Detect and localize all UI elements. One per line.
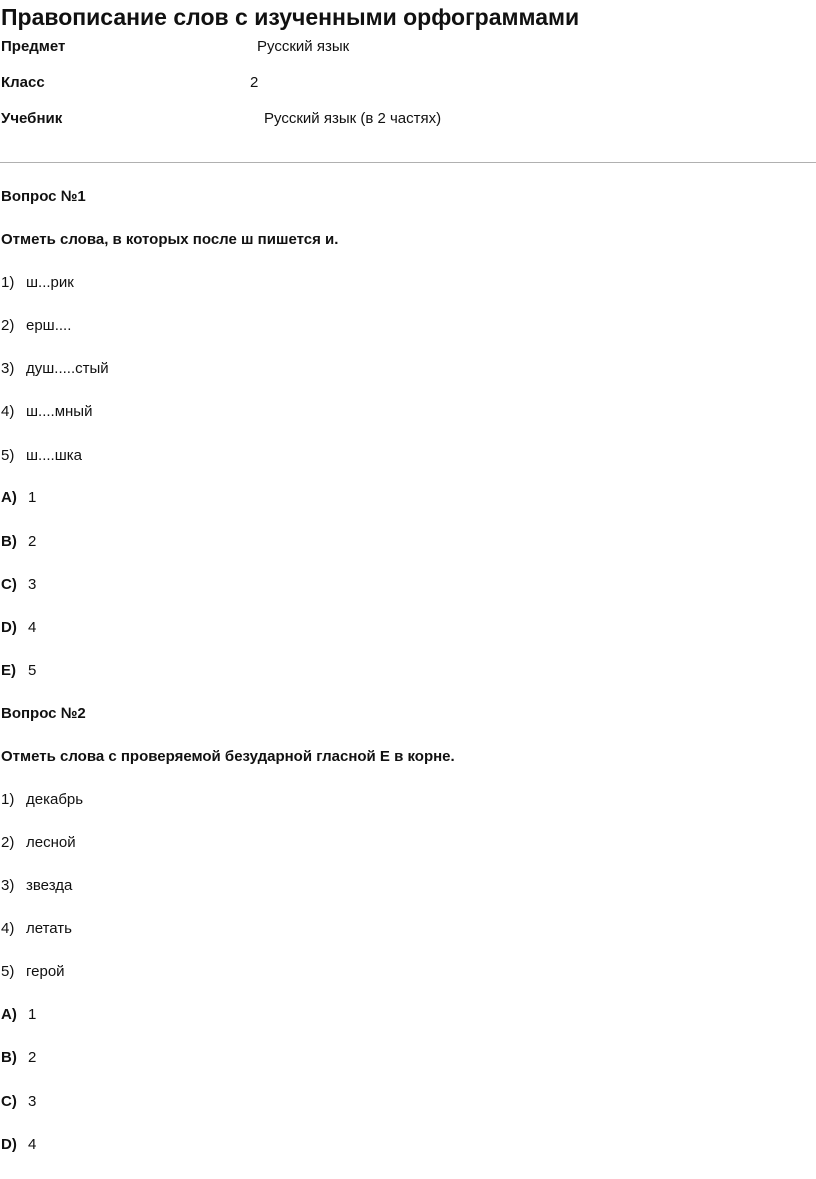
answer-value: 3 [28, 576, 37, 593]
question-text: Отметь слова, в которых после ш пишется и. [1, 231, 339, 248]
option-item [1, 963, 65, 980]
answer-letter: C) [1, 1093, 17, 1110]
option-text: звезда [26, 877, 73, 894]
subject-value: Русский язык [257, 38, 350, 55]
option-number: 3) [1, 877, 15, 894]
option-text: лесной [26, 834, 76, 851]
option-number: 4) [1, 403, 15, 420]
option-number: 1) [1, 791, 15, 808]
section-divider [0, 162, 816, 163]
answer-letter: D) [1, 1136, 17, 1153]
answer-value: 2 [28, 1049, 37, 1066]
answer-choice-e[interactable] [1, 662, 36, 679]
answer-choice-a[interactable] [1, 1006, 36, 1023]
option-text: душ.....стый [26, 360, 109, 377]
answer-letter: A) [1, 1006, 17, 1023]
option-text: ерш.... [26, 317, 72, 334]
option-number: 2) [1, 317, 15, 334]
option-item [1, 920, 72, 937]
option-text: ш...рик [26, 274, 74, 291]
answer-choice-c[interactable] [1, 1093, 36, 1110]
option-number: 5) [1, 447, 15, 464]
option-item [1, 447, 82, 464]
option-item [1, 274, 74, 291]
answer-choice-d[interactable] [1, 619, 36, 636]
grade-label: Класс [1, 74, 45, 91]
option-item [1, 360, 109, 377]
option-item [1, 317, 71, 334]
page-title: Правописание слов с изученными орфограммами [1, 4, 580, 30]
option-number: 3) [1, 360, 15, 377]
option-item [1, 403, 92, 420]
answer-letter: C) [1, 576, 17, 593]
answer-value: 1 [28, 489, 37, 506]
answer-letter: B) [1, 533, 17, 550]
answer-choice-c[interactable] [1, 576, 36, 593]
option-number: 5) [1, 963, 15, 980]
answer-letter: E) [1, 662, 16, 679]
option-text: летать [26, 920, 72, 937]
option-number: 4) [1, 920, 15, 937]
option-item [1, 834, 76, 851]
option-item [1, 877, 72, 894]
option-number: 2) [1, 834, 15, 851]
answer-choice-a[interactable] [1, 489, 36, 506]
answer-letter: D) [1, 619, 17, 636]
answer-value: 2 [28, 533, 37, 550]
question-text: Отметь слова с проверяемой безударной гласной Е в корне. [1, 748, 455, 765]
option-text: ш....мный [26, 403, 93, 420]
question-heading: Вопрос №1 [1, 188, 86, 205]
question-heading: Вопрос №2 [1, 705, 86, 722]
answer-value: 4 [28, 619, 37, 636]
textbook-label: Учебник [1, 110, 63, 127]
answer-letter: B) [1, 1049, 17, 1066]
answer-choice-d[interactable] [1, 1136, 36, 1153]
option-number: 1) [1, 274, 15, 291]
option-item [1, 791, 83, 808]
answer-value: 5 [28, 662, 37, 679]
grade-value: 2 [250, 74, 259, 91]
answer-choice-b[interactable] [1, 1049, 36, 1066]
answer-letter: A) [1, 489, 17, 506]
option-text: ш....шка [26, 447, 82, 464]
answer-choice-b[interactable] [1, 533, 36, 550]
option-text: декабрь [26, 791, 84, 808]
option-text: герой [26, 963, 65, 980]
answer-value: 4 [28, 1136, 37, 1153]
subject-label: Предмет [1, 38, 66, 55]
answer-value: 1 [28, 1006, 37, 1023]
textbook-value: Русский язык (в 2 частях) [264, 110, 442, 127]
answer-value: 3 [28, 1093, 37, 1110]
